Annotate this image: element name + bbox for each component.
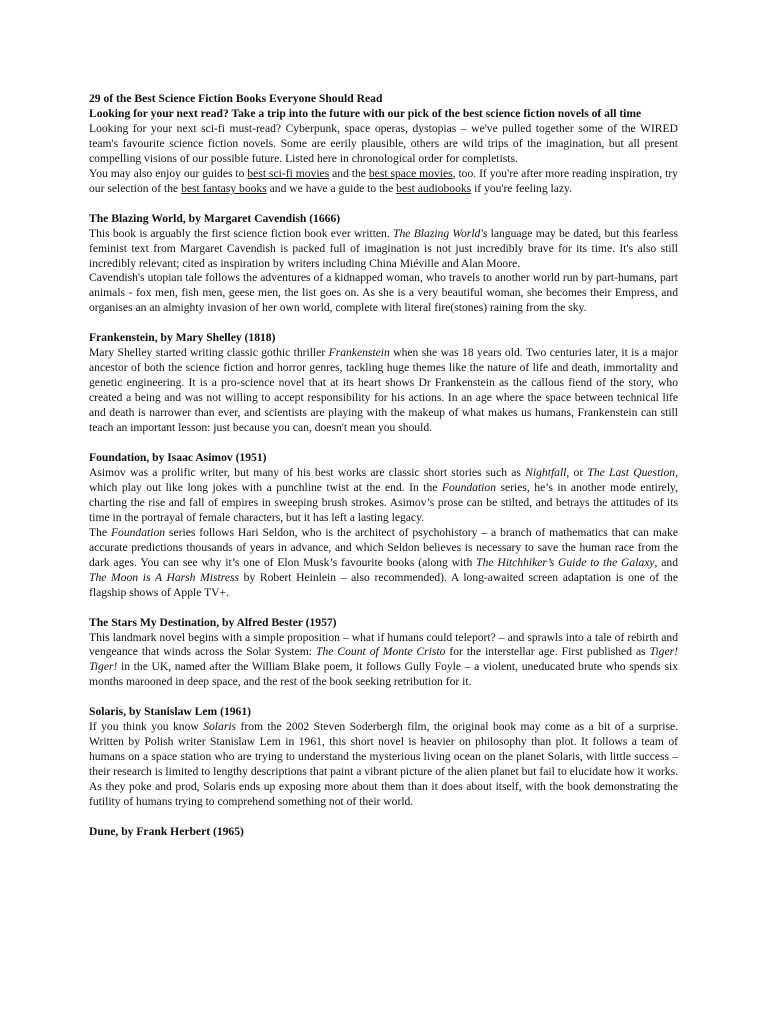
text-run: This book is arguably the first science fiction book ever written. — [89, 226, 394, 240]
body-paragraph — [89, 346, 678, 436]
book-title-italic: The Blazing World's — [393, 226, 488, 240]
text-run: , which play out like long jokes with a punchline twist at the end. In the — [89, 465, 679, 494]
text-run: , and — [654, 555, 678, 569]
text-run: when she was 18 years old. Two centuries later, it is a major ancestor of both the science fiction and horror genres, tackling huge themes like the nature of life and death, immortality and genetic engineering. It is a pro-science novel that at its heart shows Dr Frankenstein as the callous fiend of the story, who created a being and was not willing to accept responsibility for his actions. In an age where the space between technical life and death is narrower than ever, and scientists are playing with the makeup of what makes us humans, Frankenstein can still teach an important lesson: just because you can, doesn't mean you should. — [89, 346, 678, 435]
body-paragraph — [89, 466, 678, 526]
book-title-italic: Tiger! Tiger! — [89, 645, 679, 674]
text-run: Asimov was a prolific writer, but many of his best works are classic short stories such as — [89, 465, 526, 479]
book-title-italic: The Hitchhiker’s Guide to the Galaxy — [476, 555, 655, 569]
link-best-sci-fi-movies[interactable]: best sci-fi movies — [247, 166, 330, 180]
link-best-fantasy-books[interactable]: best fantasy books — [181, 181, 267, 195]
link-best-audiobooks[interactable]: best audiobooks — [396, 181, 472, 195]
section-heading: Frankenstein, by Mary Shelley (1818) — [89, 331, 276, 345]
text-run: and we have a guide to the — [266, 181, 397, 195]
text-run: and the — [329, 166, 369, 180]
page-title: 29 of the Best Science Fiction Books Everyone Should Read — [89, 92, 383, 105]
text-run: You may also enjoy our guides to — [89, 166, 248, 180]
text-run: series follows Hari Seldon, who is the architect of psychohistory – a branch of mathematics that can make accurate predictions thousands of years in advance, and which Seldon believes is necessary to save the human race from the dark ages. You can see why it’s one of Elon Musk’s favourite books (along with — [89, 525, 678, 569]
text-run: by Robert Heinlein – also recommended). A long-awaited screen adaptation is one of the flagship shows of Apple TV+. — [89, 570, 678, 599]
section-heading: Dune, by Frank Herbert (1965) — [89, 824, 244, 838]
body-paragraph: Cavendish's utopian tale follows the adventures of a kidnapped woman, who travels to another world run by part-humans, part animals - fox men, fish men, geese men, the list goes on. As she is a very beautiful woman, she becomes their Empress, and organises an an almighty invasion of her own world, complete with literal fire(stones) raining from the sky. — [89, 271, 678, 315]
book-section-foundation — [89, 451, 678, 601]
text-run: language may be dated, but this fearless feminist text from Margaret Cavendish is packed full of imagination is not just incredibly brave for its time. It's also still incredibly relevant; cited as inspiration by writers including China Miéville and Alan Moore. — [89, 226, 679, 270]
text-run: , or — [566, 465, 588, 479]
book-title-italic: The Count of Monte Cristo — [316, 645, 446, 659]
text-run: for the interstellar age. First published as — [445, 645, 650, 659]
book-section-stars-my-destination — [89, 616, 678, 691]
text-run: , too. If you're after more reading inspiration, try our selection of the — [89, 166, 678, 195]
section-heading: Solaris, by Stanislaw Lem (1961) — [89, 705, 252, 719]
text-run: if you're feeling lazy. — [471, 181, 572, 195]
book-section-frankenstein — [89, 331, 678, 436]
body-paragraph — [89, 720, 678, 810]
article-header — [89, 92, 678, 197]
text-run: This landmark novel begins with a simple proposition – what if humans could teleport? – and sprawls into a tale of rebirth and vengeance that winds across the Solar System: — [89, 630, 678, 659]
section-heading: The Blazing World, by Margaret Cavendish (1666) — [89, 211, 341, 225]
book-title-italic: Foundation — [110, 525, 166, 539]
intro-paragraph: Looking for your next sci-fi must-read? Cyberpunk, space operas, dystopias – we've pulled together some of the WIRED team's favourite science fiction novels. Some are eerily plausible, others are wild trips of the imagination, but all present compelling visions of our possible future. Listed here in chronological order for completists. — [89, 121, 678, 165]
book-title-italic: The Moon is A Harsh Mistress — [89, 570, 239, 584]
text-run: The — [89, 525, 111, 539]
book-title-italic: The Last Question — [587, 465, 676, 479]
body-paragraph — [89, 631, 678, 691]
section-heading: The Stars My Destination, by Alfred Bester (1957) — [89, 615, 337, 629]
book-title-italic: Nightfall — [525, 465, 567, 479]
book-title-italic: Solaris — [203, 720, 237, 734]
text-run: Mary Shelley started writing classic gothic thriller — [89, 346, 329, 360]
body-paragraph — [89, 227, 678, 272]
section-heading: Foundation, by Isaac Asimov (1951) — [89, 451, 267, 465]
text-run: from the 2002 Steven Soderbergh film, the original book may come as a bit of a surprise. Written by Polish writer Stanislaw Lem in 1961, this short novel is heavier on philosophy than plot. It follows a team of humans on a space station who are trying to understand the mysterious living ocean on the planet Solaris, with little success – their research is limited to lengthy descriptions that paint a vibrant picture of the alien planet but fail to elucidate how it works. As they poke and prod, Solaris ends up exposing more about them than it does about itself, with the book demonstrating the futility of humans trying to comprehend something not of their world. — [89, 720, 679, 809]
book-section-dune — [89, 825, 678, 840]
text-run: If you think you know — [89, 720, 204, 734]
link-best-space-movies[interactable]: best space movies — [368, 166, 453, 180]
text-run: series, he’s in another mode entirely, charting the rise and fall of empires in sweeping brush strokes. Asimov’s prose can be stilted, and betrays the attitudes of its time in the portrayal of female characters, but it has left a lasting legacy. — [89, 480, 678, 524]
book-title-italic: Frankenstein — [328, 346, 390, 360]
book-section-blazing-world — [89, 212, 678, 317]
text-run: in the UK, named after the William Blake poem, it follows Gully Foyle – a violent, uneducated brute who spends six months marooned in deep space, and the rest of the book seeking retribution for it. — [89, 660, 678, 689]
intro-links-paragraph — [89, 167, 678, 197]
document-page — [89, 92, 678, 840]
book-section-solaris — [89, 705, 678, 810]
book-title-italic: Foundation — [441, 480, 496, 494]
page-subtitle: Looking for your next read? Take a trip into the future with our pick of the best science fiction novels of all time — [89, 106, 642, 120]
body-paragraph — [89, 526, 678, 601]
